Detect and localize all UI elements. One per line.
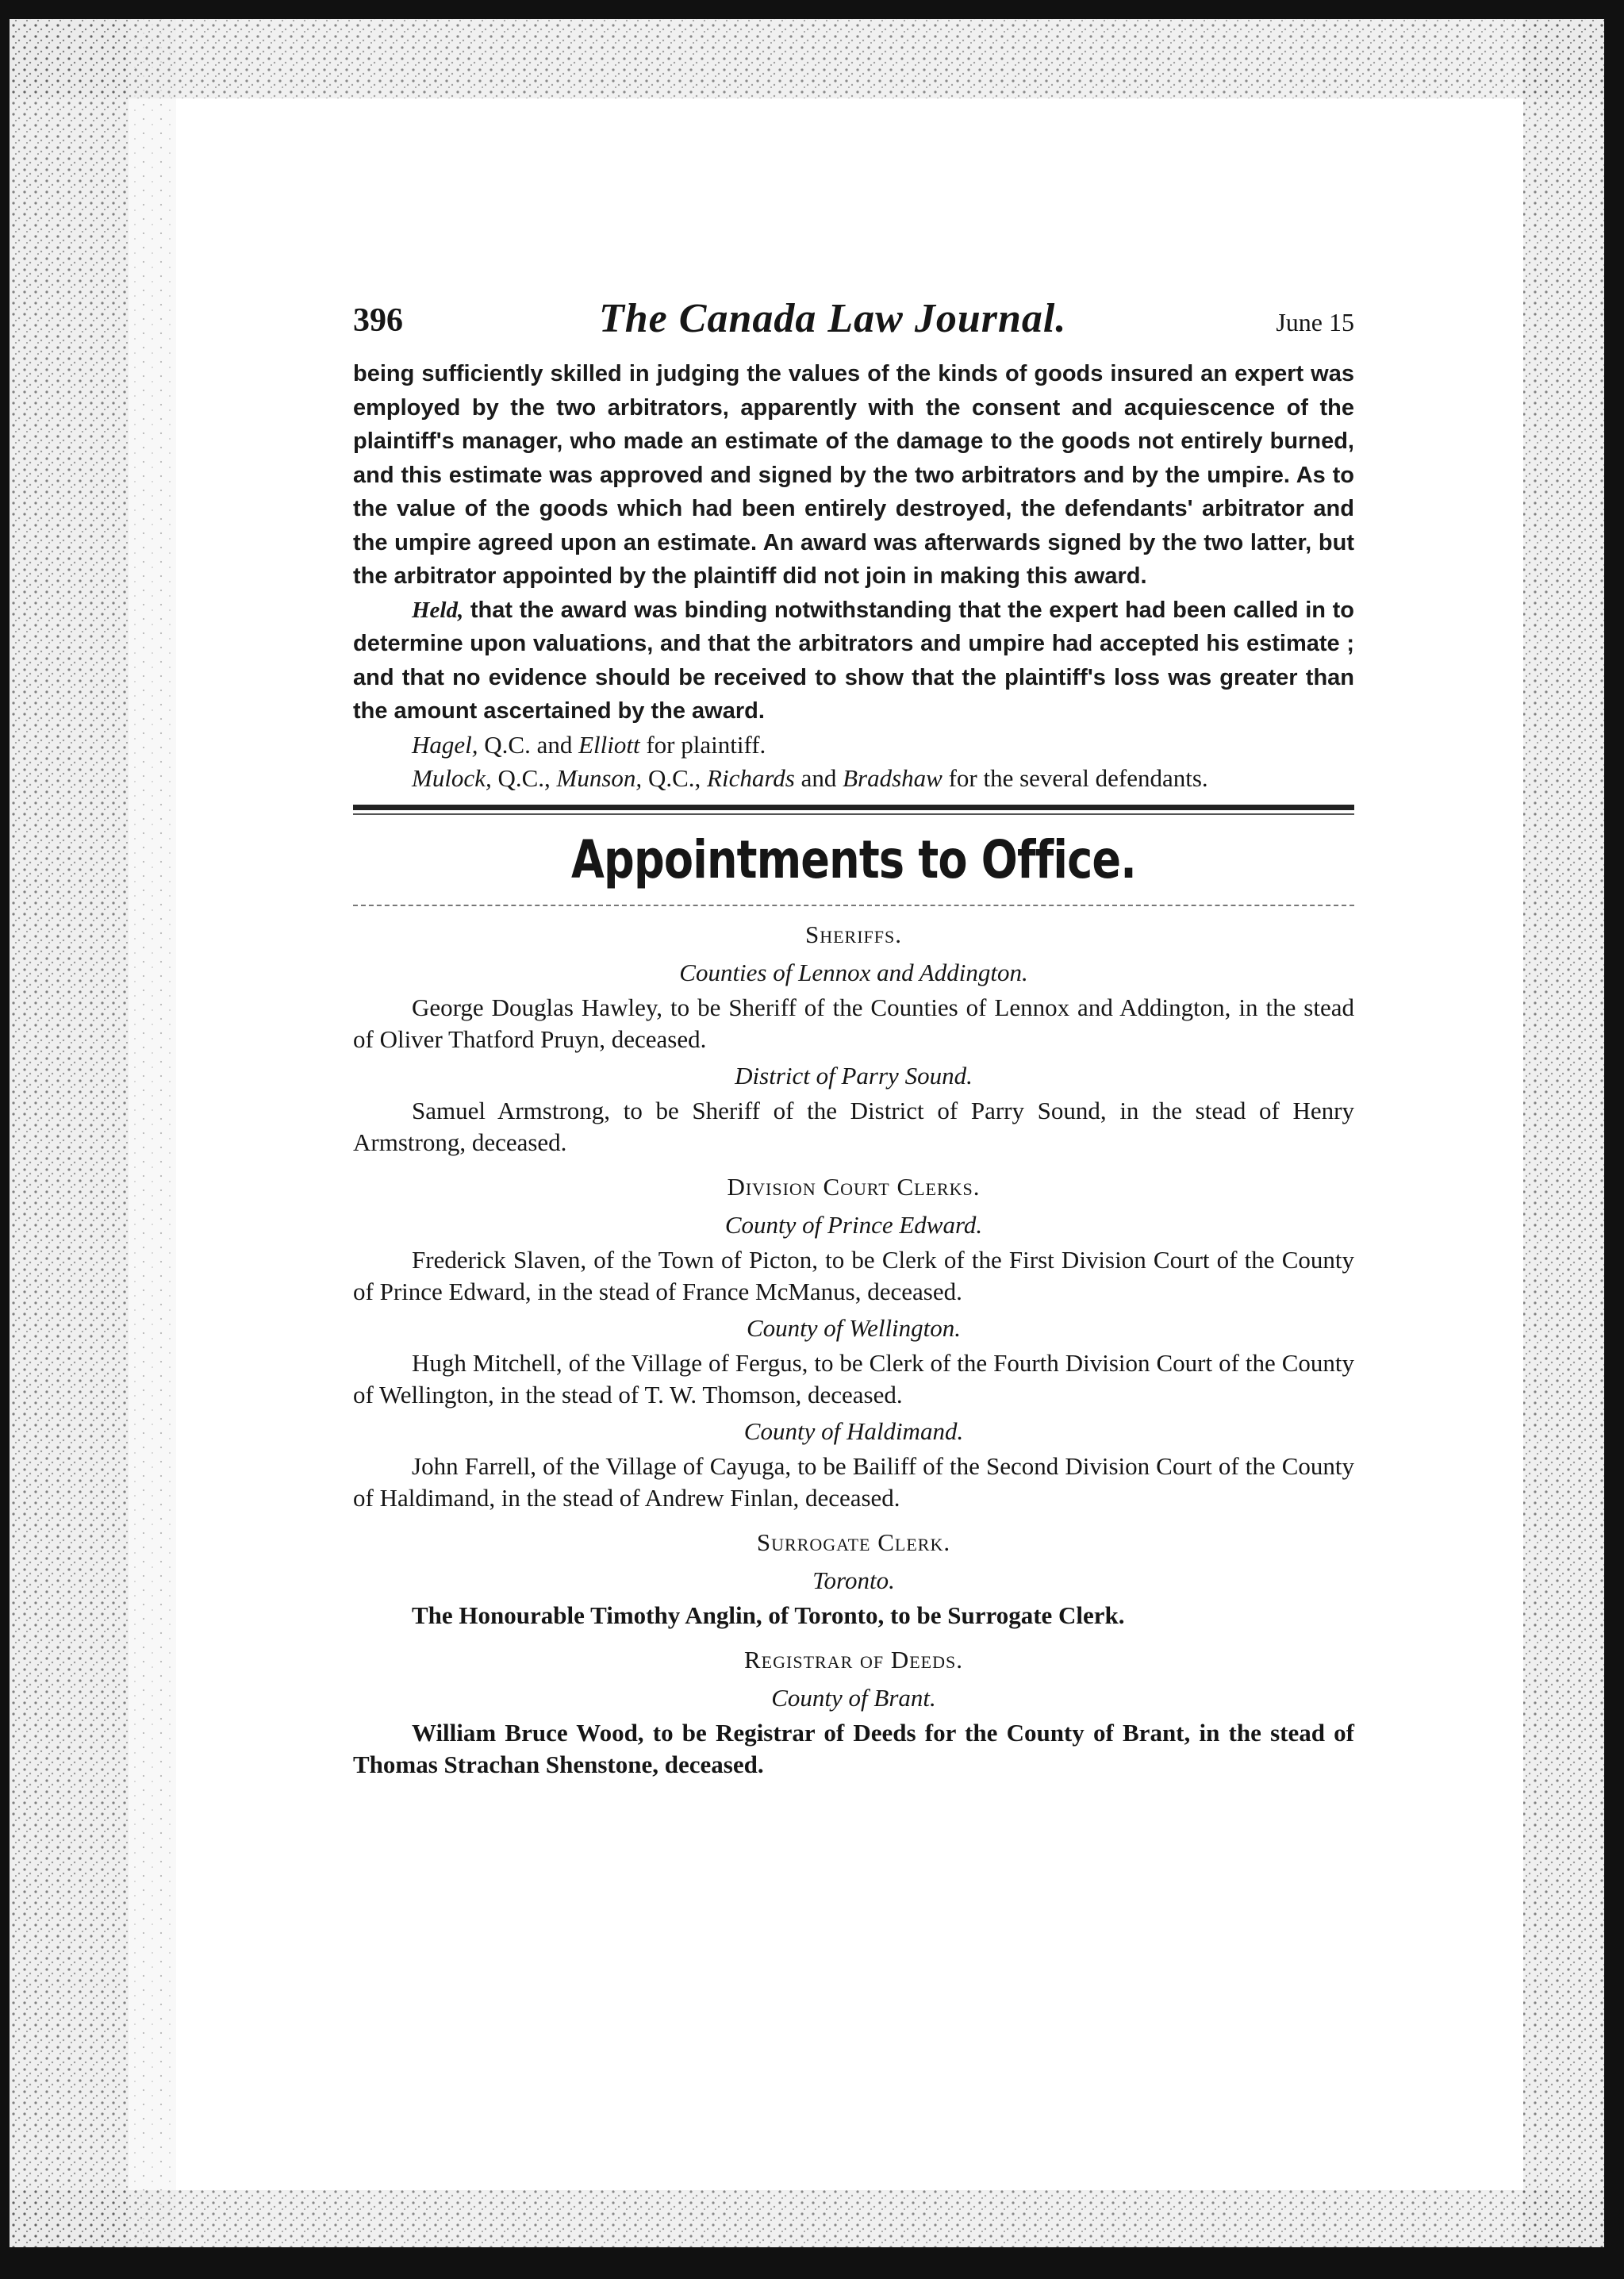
category-heading: Sheriffs. [804, 920, 903, 948]
case-paragraph: being sufficiently skilled in judging the values of the kinds of goods insured an expert was employed by the two arbitrators, apparently with the consent and acquiescence of the plaintiff's manager, who made an estimate of the damage to the goods not entirely burned, and this estimate was approved and signed by the two arbitrators and by the umpire. As to the value of the goods which had been entirely destroyed, the defendants' arbitrator and the umpire agreed upon an estimate. An award was afterwards signed by the two latter, but the arbitrator appointed by the plaintiff did not join in making this award. [353, 361, 1354, 589]
category-heading: Surrogate Clerk. [756, 1528, 951, 1556]
counsel-text: Q.C. and [478, 730, 579, 759]
location-heading: County of Wellington. [746, 1313, 962, 1342]
journal-title: The Canada Law Journal. [599, 296, 1067, 341]
section-divider-thin [353, 813, 1354, 815]
appointment-entry: William Bruce Wood, to be Registrar of Deeds for the County of Brant, in the stead of Thomas Strachan Shenstone, deceased. [353, 1718, 1354, 1778]
page-number: 396 [353, 302, 403, 339]
heading-rule [353, 905, 1354, 906]
counsel-name: Bradshaw [843, 763, 943, 792]
appointments-list [353, 917, 1354, 1781]
counsel-text: Q.C., [642, 763, 708, 792]
appointment-entry: John Farrell, of the Village of Cayuga, to be Bailiff of the Second Division Court of the County of Haldimand, in the stead of Andrew Finlan, deceased. [353, 1451, 1354, 1512]
counsel-defendants [353, 762, 1354, 795]
appointment-entry: Frederick Slaven, of the Town of Picton, to be Clerk of the First Division Court of the County of Prince Edward, in the stead of France McManus, deceased. [353, 1245, 1354, 1305]
counsel-name: Mulock, [412, 763, 492, 792]
category-heading: Division Court Clerks. [727, 1172, 981, 1201]
counsel-name: Elliott [578, 730, 640, 759]
location-heading: Counties of Lennox and Addington. [679, 958, 1028, 986]
appointments-heading: Appointments to Office. [570, 828, 1137, 890]
appointment-entry: Hugh Mitchell, of the Village of Fergus, to be Clerk of the Fourth Division Court of the County of Wellington, in the stead of T. W. Thomson, deceased. [353, 1348, 1354, 1409]
counsel-name: Hagel, [412, 730, 478, 759]
counsel-name: Richards [707, 763, 795, 792]
counsel-text: Q.C., [491, 763, 557, 792]
counsel-plaintiff [353, 728, 1354, 762]
appointment-entry: George Douglas Hawley, to be Sheriff of the Counties of Lennox and Addington, in the stead of Oliver Thatford Pruyn, deceased. [353, 993, 1354, 1053]
journal-page [353, 296, 1354, 1781]
counsel-text: for plaintiff. [639, 730, 766, 759]
page-header [353, 296, 1354, 357]
counsel-text: for the several defendants. [942, 763, 1208, 792]
location-heading: Toronto. [812, 1566, 895, 1594]
location-heading: County of Haldimand. [743, 1416, 964, 1445]
appointment-entry: The Honourable Timothy Anglin, of Toronto, to be Surrogate Clerk. [412, 1601, 1125, 1629]
location-heading: District of Parry Sound. [735, 1061, 973, 1090]
held-text: that the award was binding notwithstanding that the expert had been called in to determine upon valuations, and that the arbitrators and umpire had accepted his estimate ; and that no evidence should be received to show that the plaintiff's loss was greater than the amount ascertained by the award. [353, 597, 1354, 724]
location-heading: County of Brant. [771, 1683, 936, 1712]
category-heading: Registrar of Deeds. [744, 1645, 963, 1674]
location-heading: County of Prince Edward. [724, 1210, 983, 1239]
appointment-entry: Samuel Armstrong, to be Sheriff of the District of Parry Sound, in the stead of Henry Armstrong, deceased. [353, 1096, 1354, 1156]
counsel-text: and [794, 763, 843, 792]
page-date: June 15 [1276, 308, 1354, 336]
held-paragraph [353, 594, 1354, 728]
section-divider [353, 805, 1354, 810]
held-label: Held, [412, 597, 464, 623]
counsel-name: Munson, [556, 763, 643, 792]
